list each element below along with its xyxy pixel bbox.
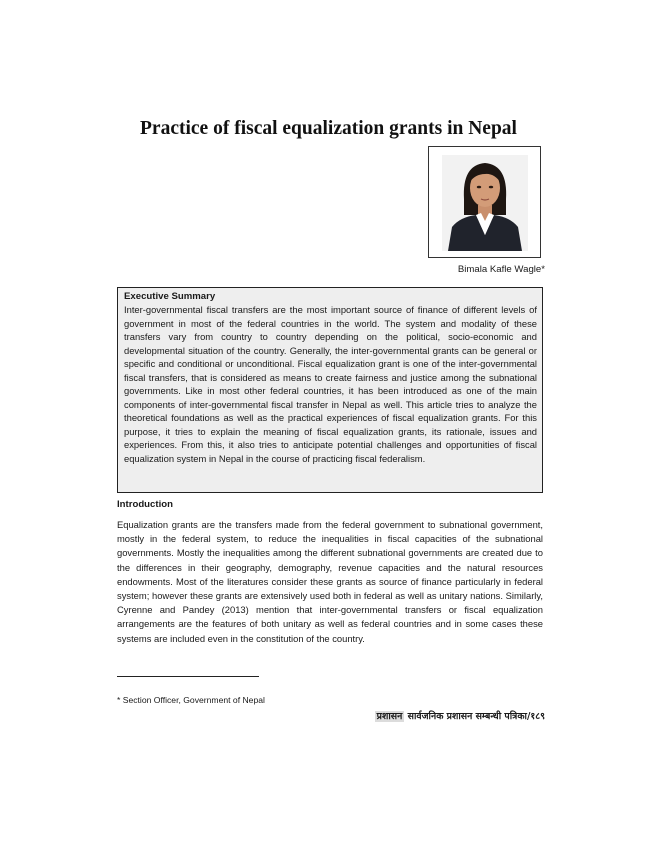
- article-title: Practice of fiscal equalization grants in Nepal: [140, 118, 517, 139]
- introduction-paragraph: Equalization grants are the transfers made from the federal government to subnational government, mostly in the federal system, to reduce the inequalities in fiscal capacities of the subnational governments. Mostly the inequalities among the different subnational governments are created due to the differences in their geography, demography, revenue capacities and the natural resources endowments. Most of the literatures consider these grants as source of finance particularly in federal system; however these grants are extensively used both in federal as well as unitary nations. Similarly, Cyrenne and Pandey (2013) mention that inter-governmental transfers or fiscal equalization arrangements are the features of both unitary as well as federal countries and in some cases these systems are included even in the constitution of the country.: [117, 519, 543, 644]
- introduction-heading: Introduction: [117, 499, 173, 510]
- executive-summary-heading: Executive Summary: [124, 291, 216, 302]
- author-name: Bimala Kafle Wagle*: [457, 264, 545, 275]
- footnote-text: * Section Officer, Government of Nepal: [117, 695, 265, 705]
- footnote-divider: [117, 676, 259, 677]
- journal-name-highlight: प्रशासन: [376, 711, 403, 722]
- journal-footer: [330, 709, 545, 722]
- journal-name-rest: सार्वजनिक प्रशासन सम्बन्धी पत्रिका/१८९: [404, 711, 545, 722]
- executive-summary-box: [117, 287, 543, 493]
- author-portrait-image: [442, 155, 528, 251]
- author-photo: [428, 146, 541, 258]
- executive-summary-text: Inter-governmental fiscal transfers are the most important source of finance of different levels of government in most of the federal countries in the world. The system and modality of these transfers vary from country to country depending on the political, socio-economic and developmental situation of the country. Generally, the inter-governmental grants can be general or specific and conditional or unconditional. Fiscal equalization grant is one of the inter-governmental fiscal transfers, that is considered as means to create fairness and justice among the subnational governments. Like in most other federal countries, it has been introduced as one of the main components of inter-governmental fiscal transfer in Nepal as well. This article tries to analyze the theoretical foundations as well as the practical experiences of fiscal equalization grants. For this purpose, it tries to explain the meaning of fiscal equalization grants, its rationale, issues and experiences. From this, it also tries to anticipate potential challenges and opportunities of fiscal equalization system in Nepal in the course of practicing fiscal federalism.: [124, 304, 537, 465]
